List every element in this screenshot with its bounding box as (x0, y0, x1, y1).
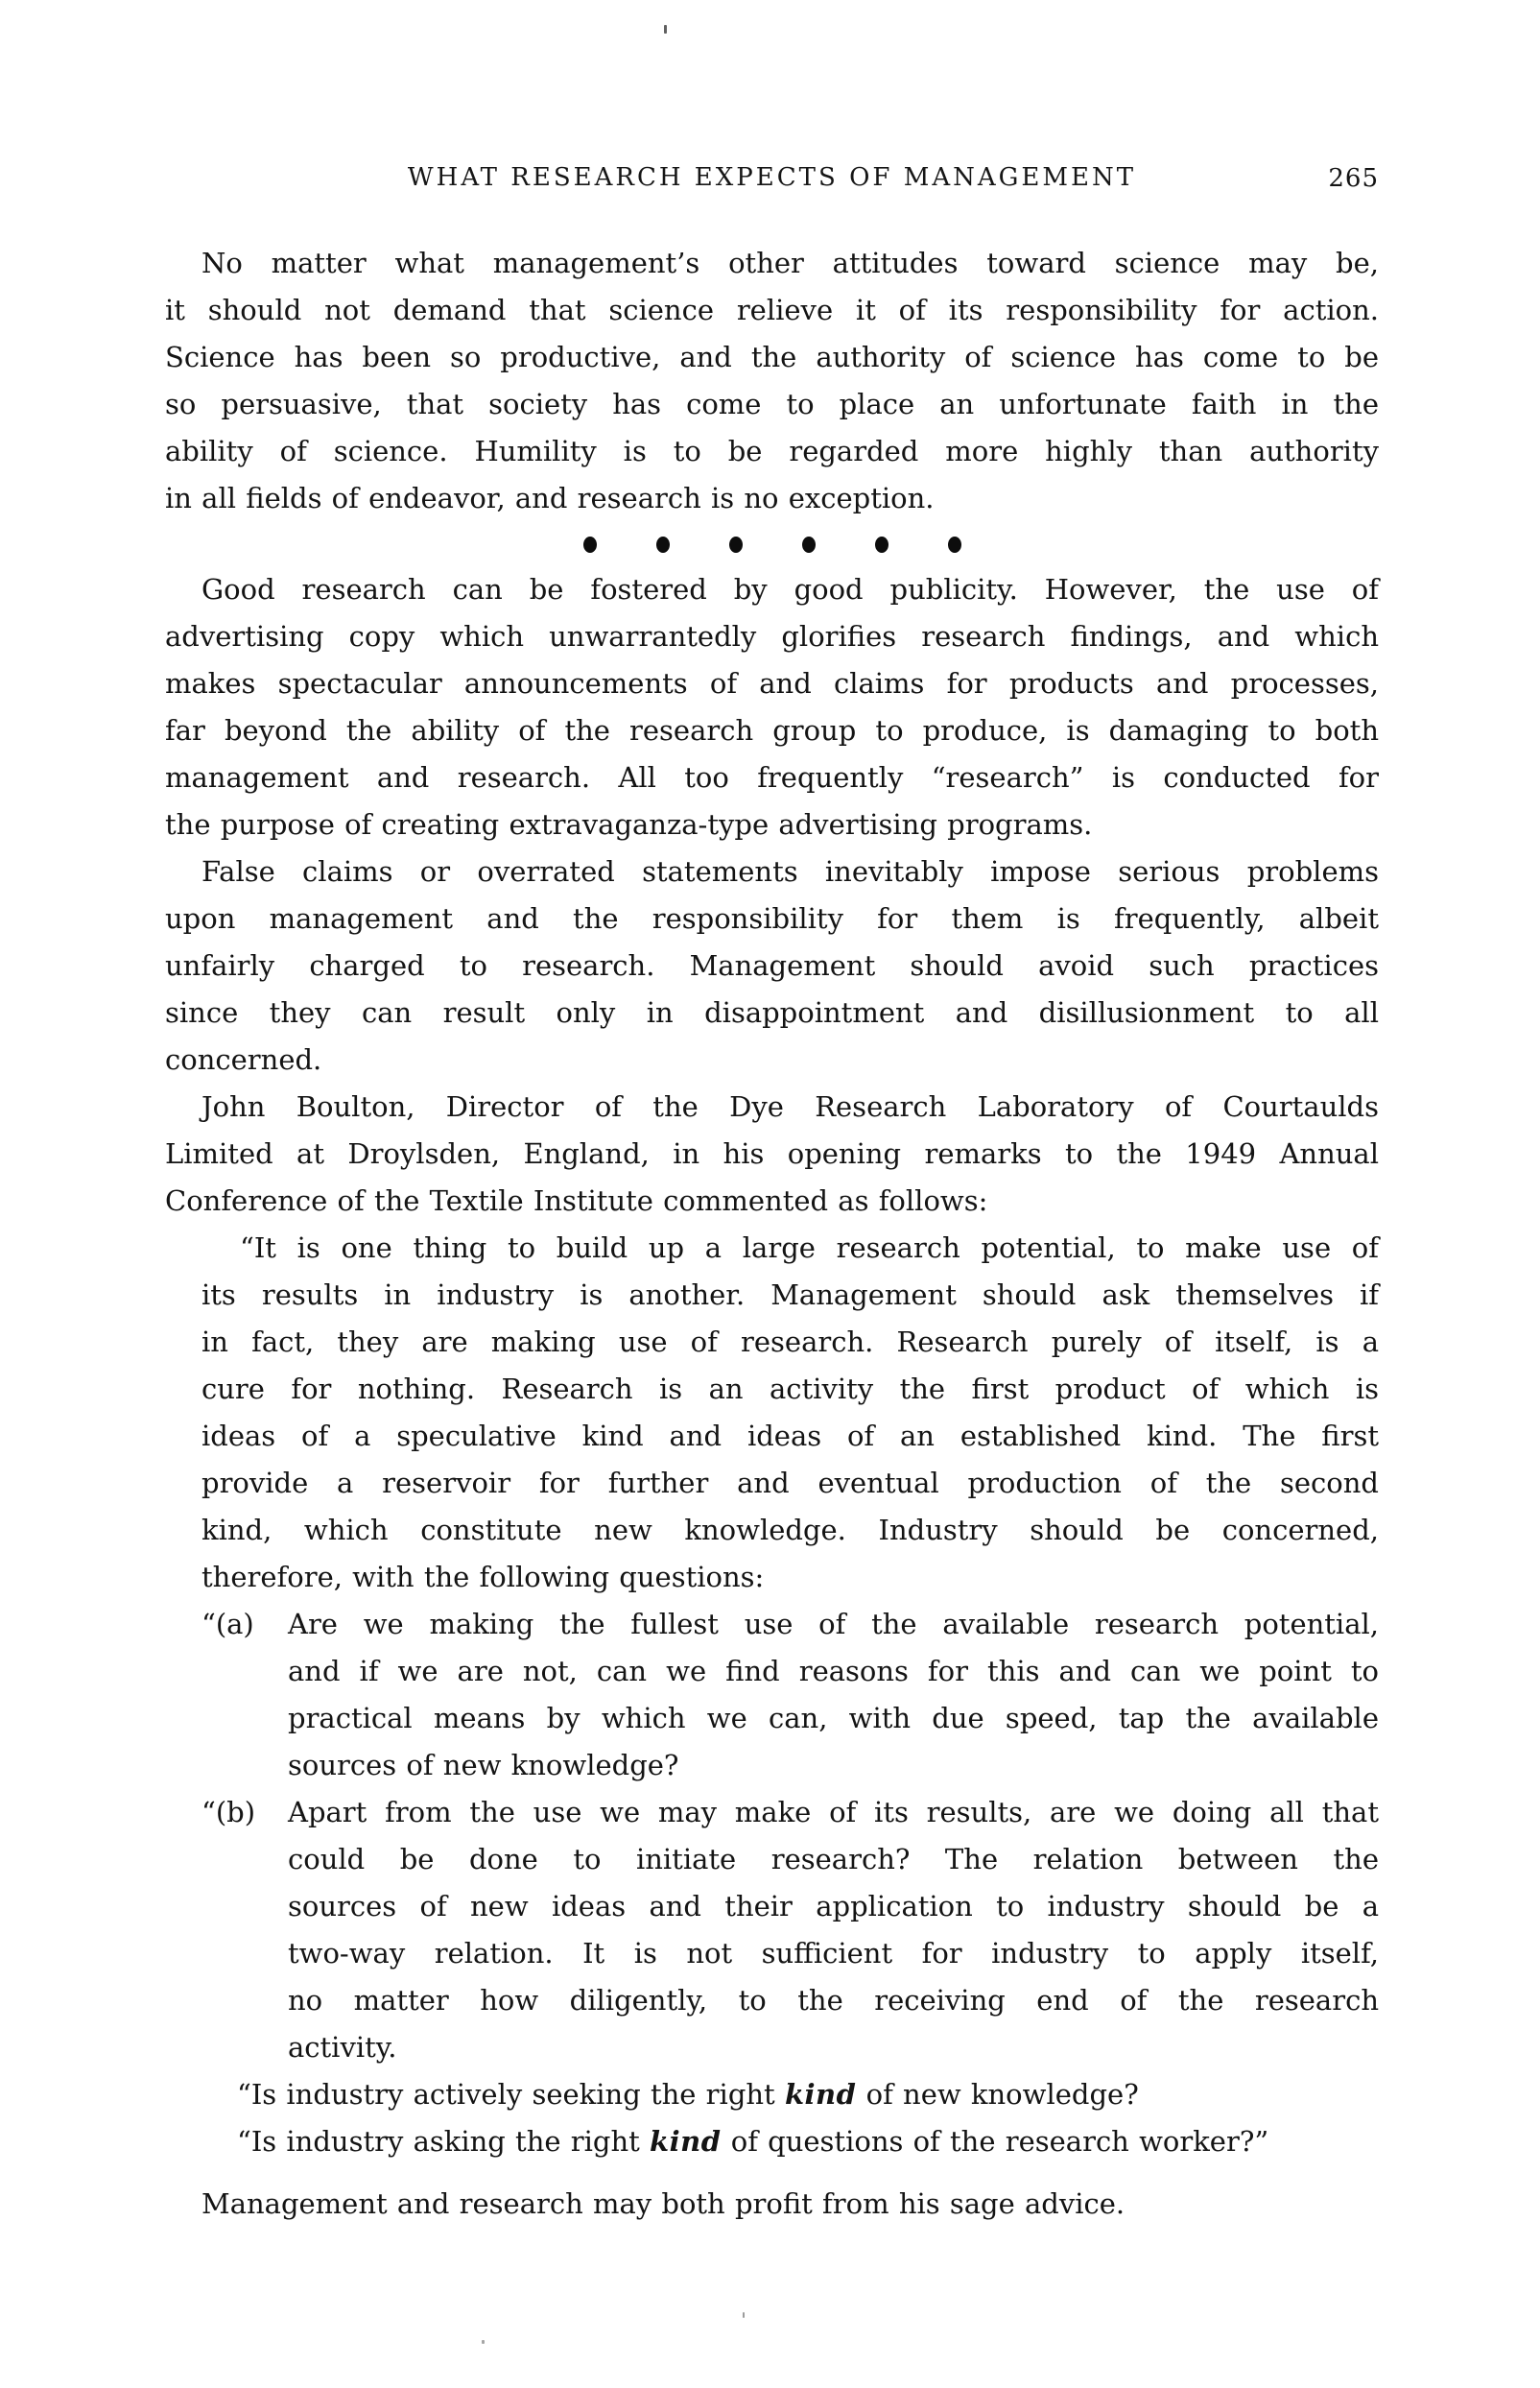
quoted-question (237, 2118, 1379, 2165)
text-line: so persuasive, that society has come to place an unfortunate faith in the (165, 388, 1379, 420)
text-line: Are we making the fullest use of the available research potential, (288, 1608, 1379, 1640)
text-line: False claims or overrated statements inevitably impose serious problems (201, 855, 1379, 888)
quoted-question (237, 2071, 1379, 2118)
text-line: practical means by which we can, with due speed, tap the available (288, 1702, 1379, 1734)
page-number: 265 (1328, 164, 1379, 193)
text-line: sources of new knowledge? (288, 1749, 679, 1781)
text-line: makes spectacular announcements of and claims for products and processes, (165, 667, 1379, 700)
scan-speck (482, 2340, 485, 2344)
text-line: could be done to initiate research? The relation between the (288, 1843, 1379, 1875)
text-line: the purpose of creating extravaganza-type advertising programs. (165, 808, 1093, 841)
text-line: management and research. All too frequently “research” is conducted for (165, 761, 1379, 794)
text-line: “It is one thing to build up a large research potential, to make use of (240, 1231, 1379, 1264)
text-line: two-way relation. It is not sufficient for industry to apply itself, (288, 1937, 1379, 1970)
text-line: provide a reservoir for further and eventual production of the second (201, 1467, 1379, 1499)
paragraph (165, 566, 1379, 848)
page-title: WHAT RESEARCH EXPECTS OF MANAGEMENT (407, 163, 1137, 192)
text-line: ability of science. Humility is to be regarded more highly than authority (165, 435, 1379, 467)
text-line: “Is industry asking the right kind of questions of the research worker?” (237, 2125, 1269, 2158)
paragraph (165, 1084, 1379, 1225)
text-line: and if we are not, can we find reasons for this and can we point to (288, 1655, 1379, 1687)
text-line: concerned. (165, 1043, 322, 1076)
section-separator (165, 522, 1379, 566)
text-line: No matter what management’s other attitudes toward science may be, (201, 247, 1379, 279)
text-line: no matter how diligently, to the receiving end of the research (288, 1984, 1379, 2017)
text-line: Limited at Droylsden, England, in his opening remarks to the 1949 Annual (165, 1137, 1379, 1170)
text-line: activity. (288, 2031, 397, 2064)
text-line: Good research can be fostered by good publicity. However, the use of (201, 573, 1379, 606)
text-line: it should not demand that science relieve it of its responsibility for action. (165, 294, 1379, 326)
list-item (165, 1789, 1379, 2071)
text-line: Science has been so productive, and the authority of science has come to be (165, 341, 1379, 373)
text-line: “Is industry actively seeking the right kind of new knowledge? (237, 2078, 1139, 2111)
text-line: far beyond the ability of the research group to produce, is damaging to both (165, 714, 1379, 747)
bullet-dot (656, 537, 670, 553)
bullet-dot (948, 537, 961, 553)
paragraph (165, 848, 1379, 1084)
text-line: ideas of a speculative kind and ideas of an established kind. The first (201, 1420, 1379, 1452)
text-line: sources of new ideas and their application to industry should be a (288, 1890, 1379, 1922)
text-line: upon management and the responsibility for them is frequently, albeit (165, 902, 1379, 935)
bullet-dot (583, 537, 597, 553)
item-label: “(a) (201, 1608, 254, 1640)
bullet-dot (802, 537, 816, 553)
bullet-dot (729, 537, 743, 553)
text-line: advertising copy which unwarrantedly glorifies research findings, and which (165, 620, 1379, 653)
quote-paragraph (201, 1225, 1379, 1601)
text-line: since they can result only in disappointment and disillusionment to all (165, 996, 1379, 1029)
text-line: kind, which constitute new knowledge. Industry should be concerned, (201, 1514, 1379, 1546)
content (165, 240, 1379, 2228)
scan-speck (743, 2312, 745, 2318)
paragraph (165, 240, 1379, 522)
text-line: Conference of the Textile Institute commented as follows: (165, 1184, 988, 1217)
text-line: John Boulton, Director of the Dye Research Laboratory of Courtaulds (201, 1090, 1379, 1123)
text-line: unfairly charged to research. Management should avoid such practices (165, 949, 1379, 982)
bullet-dot (875, 537, 888, 553)
closing-paragraph (165, 2181, 1379, 2228)
text-line: therefore, with the following questions: (201, 1561, 765, 1593)
text-line: Management and research may both profit from his sage advice. (201, 2187, 1125, 2220)
scan-speck (664, 25, 667, 34)
text-line: cure for nothing. Research is an activity the first product of which is (201, 1373, 1379, 1405)
text-line: in all fields of endeavor, and research is no exception. (165, 482, 935, 514)
text-line: in fact, they are making use of research. Research purely of itself, is a (201, 1325, 1379, 1358)
text-line: its results in industry is another. Management should ask themselves if (201, 1278, 1379, 1311)
list-item (165, 1601, 1379, 1789)
text-line: Apart from the use we may make of its results, are we doing all that (288, 1796, 1379, 1828)
item-label: “(b) (201, 1796, 256, 1828)
running-head (165, 163, 1379, 192)
